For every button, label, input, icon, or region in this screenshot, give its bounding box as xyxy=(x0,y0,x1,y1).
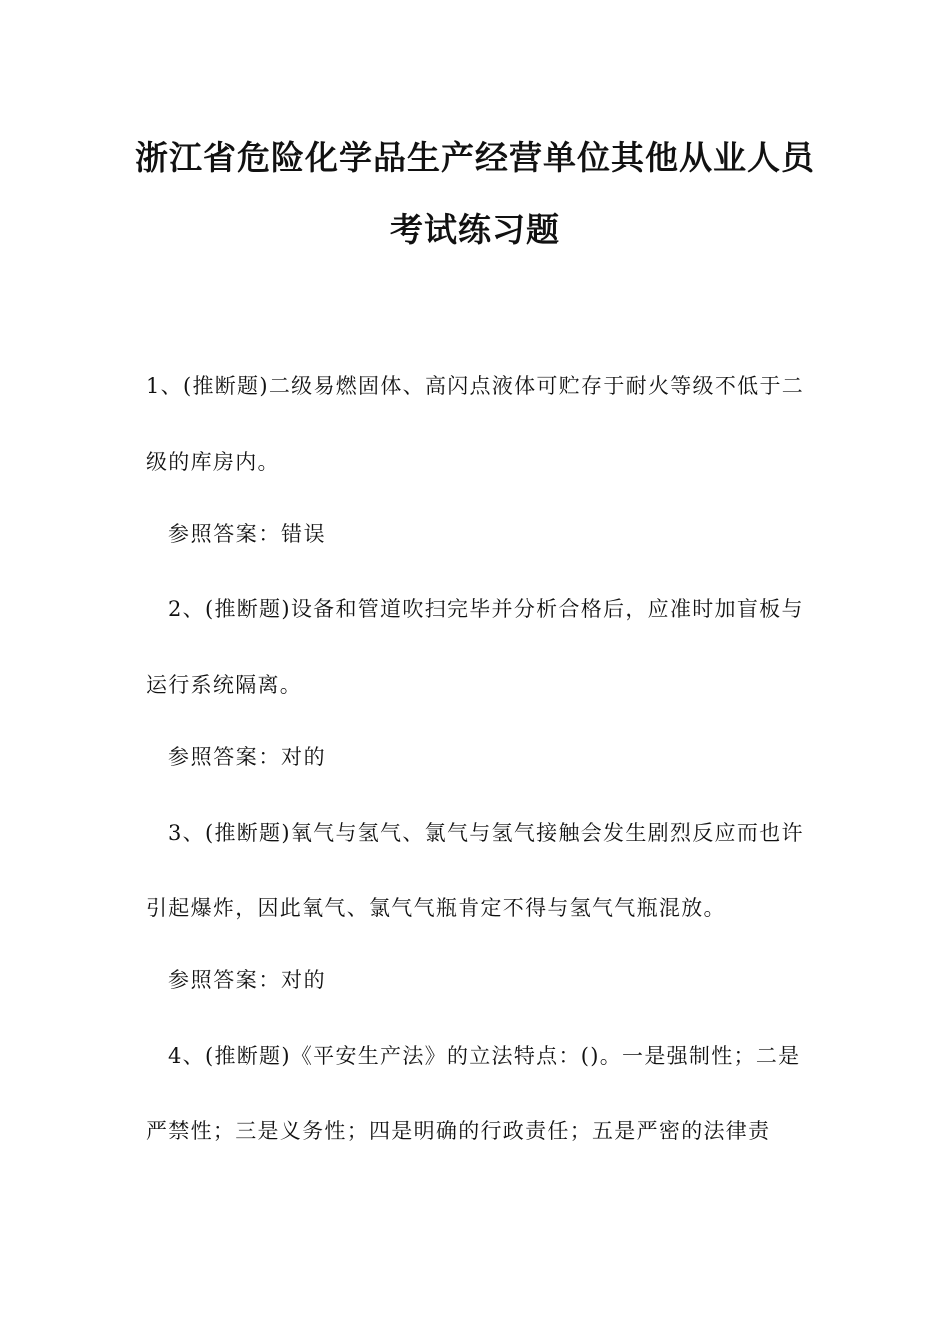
document-title-line1: 浙江省危险化学品生产经营单位其他从业人员 xyxy=(135,138,815,177)
question-1-text-line1: 1、(推断题)二级易燃固体、高闪点液体可贮存于耐火等级不低于二 xyxy=(146,374,805,398)
question-3-text-line2: 引起爆炸，因此氧气、氯气气瓶肯定不得与氢气气瓶混放。 xyxy=(146,896,726,920)
question-2-text-line2: 运行系统隔离。 xyxy=(146,673,303,697)
question-2-text-line1: 2、(推断题)设备和管道吹扫完毕并分析合格后，应准时加盲板与 xyxy=(168,597,804,621)
question-2-answer: 参照答案：对的 xyxy=(168,745,327,769)
question-1-text-line2: 级的库房内。 xyxy=(146,450,280,474)
question-3-answer: 参照答案：对的 xyxy=(168,968,327,992)
question-4-text-line2: 严禁性；三是义务性；四是明确的行政责任；五是严密的法律责 xyxy=(146,1119,771,1143)
question-1-answer: 参照答案：错误 xyxy=(168,522,327,546)
document-title-line2: 考试练习题 xyxy=(390,210,560,249)
question-3-text-line1: 3、(推断题)氧气与氢气、氯气与氢气接触会发生剧烈反应而也许 xyxy=(168,821,804,845)
question-4-text-line1: 4、(推断题)《平安生产法》的立法特点：()。一是强制性；二是 xyxy=(168,1044,801,1068)
